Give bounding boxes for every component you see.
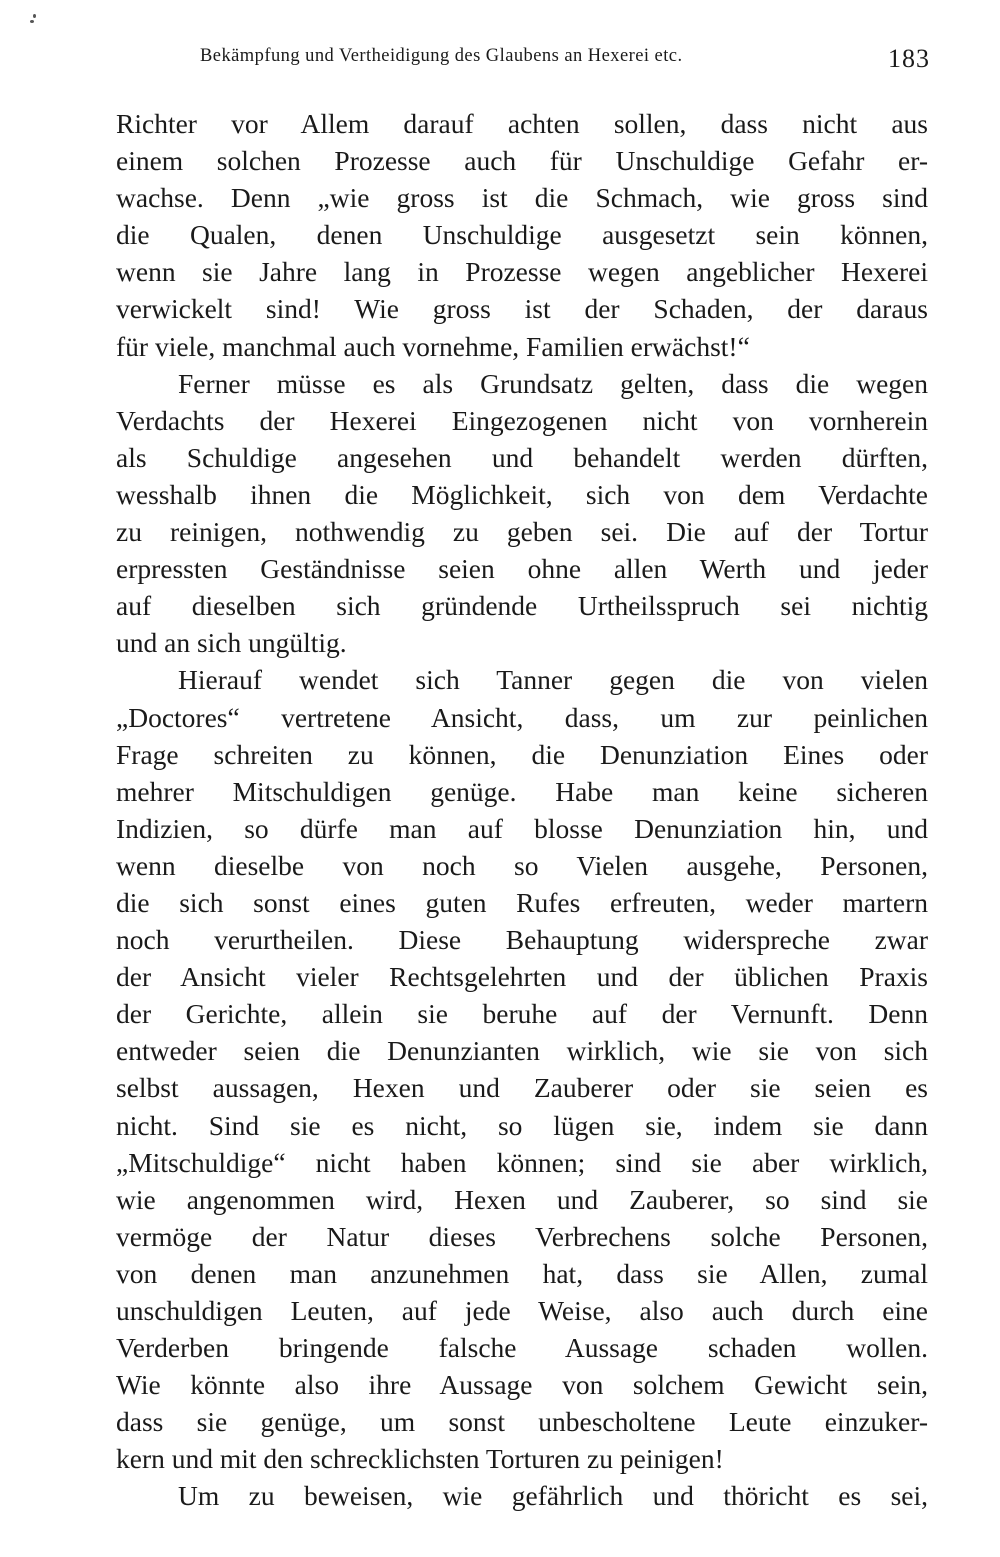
paragraph-first-line: Um zu beweisen, wie gefährlich und thöricht es sei,	[178, 1480, 928, 1512]
text-line: unschuldigen Leuten, auf jede Weise, also auch durch eine	[116, 1295, 928, 1326]
text-line: einem solchen Prozesse auch für Unschuldige Gefahr er-	[116, 145, 928, 177]
text-line: entweder seien die Denunzianten wirklich, wie sie von sich	[116, 1035, 928, 1067]
text-line: Richter vor Allem darauf achten sollen, dass nicht aus	[116, 108, 928, 139]
body-text	[116, 105, 928, 1515]
text-line: der Ansicht vieler Rechtsgelehrten und der üblichen Praxis	[116, 961, 928, 993]
text-line: Verderben bringende falsche Aussage schaden wollen.	[116, 1332, 928, 1364]
text-line: die Qualen, denen Unschuldige ausgesetzt sein können,	[116, 219, 928, 251]
text-line: vermöge der Natur dieses Verbrechens solche Personen,	[116, 1220, 928, 1252]
text-line: wie angenommen wird, Hexen und Zauberer, so sind sie	[116, 1183, 928, 1215]
text-line: mehrer Mitschuldigen genüge. Habe man keine sicheren	[116, 775, 928, 807]
text-line: wesshalb ihnen die Möglichkeit, sich von dem Verdachte	[116, 478, 928, 510]
text-line: auf dieselben sich gründende Urtheilsspruch sei nichtig	[116, 590, 928, 622]
scan-speck	[30, 20, 34, 23]
text-line: von denen man anzunehmen hat, dass sie Allen, zumal	[116, 1257, 928, 1289]
text-line: der Gerichte, allein sie beruhe auf der Vernunft. Denn	[116, 998, 928, 1030]
text-line: wenn dieselbe von noch so Vielen ausgehe, Personen,	[116, 849, 928, 881]
text-line: zu reinigen, nothwendig zu geben sei. Die auf der Tortur	[116, 516, 928, 548]
text-line: „Mitschuldige“ nicht haben können; sind sie aber wirklich,	[116, 1146, 928, 1178]
text-line: dass sie genüge, um sonst unbescholtene Leute einzuker-	[116, 1406, 928, 1438]
text-line: als Schuldige angesehen und behandelt werden dürften,	[116, 441, 928, 473]
text-line: wenn sie Jahre lang in Prozesse wegen angeblicher Hexerei	[116, 256, 928, 288]
paragraph-first-line: Hierauf wendet sich Tanner gegen die von vielen	[178, 664, 928, 696]
text-line: Indizien, so dürfe man auf blosse Denunziation hin, und	[116, 812, 928, 844]
text-line: „Doctores“ vertretene Ansicht, dass, um zur peinlichen	[116, 701, 928, 733]
text-line: noch verurtheilen. Diese Behauptung widerspreche zwar	[116, 924, 928, 956]
text-line: Frage schreiten zu können, die Denunziation Eines oder	[116, 738, 928, 770]
text-line: wachse. Denn „wie gross ist die Schmach, wie gross sind	[116, 182, 928, 214]
text-line: die sich sonst eines guten Rufes erfreuten, weder martern	[116, 886, 928, 918]
text-line: und an sich ungültig.	[116, 627, 347, 659]
text-line: Verdachts der Hexerei Eingezogenen nicht von vornherein	[116, 404, 928, 436]
text-line: erpressten Geständnisse seien ohne allen Werth und jeder	[116, 553, 928, 585]
text-line: Wie könnte also ihre Aussage von solchem Gewicht sein,	[116, 1369, 928, 1401]
text-line: verwickelt sind! Wie gross ist der Schaden, der daraus	[116, 293, 928, 325]
text-line: selbst aussagen, Hexen und Zauberer oder sie seien es	[116, 1072, 928, 1104]
page-header	[200, 44, 930, 78]
scan-speck	[33, 14, 36, 18]
paragraph-first-line: Ferner müsse es als Grundsatz gelten, dass die wegen	[178, 367, 928, 399]
text-line: nicht. Sind sie es nicht, so lügen sie, indem sie dann	[116, 1109, 928, 1141]
text-line: für viele, manchmal auch vornehme, Familien erwächst!“	[116, 330, 750, 362]
text-line: kern und mit den schrecklichsten Torturen zu peinigen!	[116, 1443, 724, 1475]
page-number: 183	[888, 44, 930, 73]
running-title: Bekämpfung und Vertheidigung des Glaubens an Hexerei etc.	[200, 46, 683, 66]
